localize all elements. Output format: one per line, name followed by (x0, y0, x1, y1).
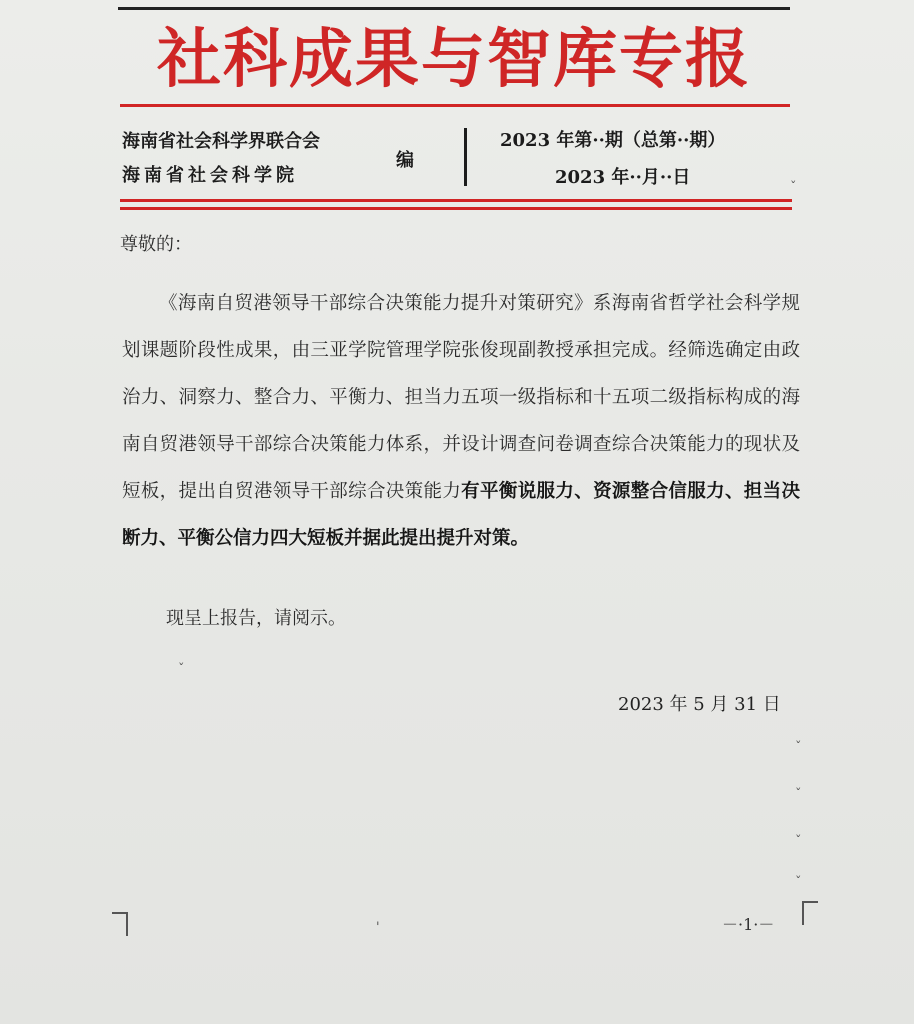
header-red-rule-2 (120, 207, 792, 210)
header-divider (464, 128, 467, 186)
publisher-line-1: 海南省社会科学界联合会 (122, 131, 320, 152)
crop-mark-right (802, 901, 818, 925)
letter-body-text: 《海南自贸港领导干部综合决策能力提升对策研究》系海南省哲学社会科学规划课题阶段性成果，由三亚学院管理学院张俊现副教授承担完成。经筛选确定由政治力、洞察力、整合力、平衡力、担当力五项一级指标和十五项二级指标构成的海南自贸港领导干部综合决策能力体系，并设计调查问卷调查综合决策能力的现状及短板，提出自贸港领导干部综合决策能力 (122, 293, 800, 502)
salutation: 尊敬的： (120, 234, 192, 255)
publisher-line-2: 海南省社会科学院 (122, 165, 298, 186)
header-red-rule-1 (120, 199, 792, 202)
letter-body (122, 280, 800, 562)
masthead-red-rule (120, 104, 790, 107)
paragraph-mark: ˇ (795, 740, 802, 755)
masthead-title: 社科成果与智库专报 (157, 23, 751, 97)
closing-line: 现呈上报告，请阅示。 (166, 608, 346, 629)
edit-label: 编 (396, 150, 414, 171)
paragraph-mark: ˇ (790, 180, 797, 195)
paragraph-mark: ˇ (178, 662, 185, 677)
letter-body-bold: 有平衡说服力、资源整合信服力、担当决断力、平衡公信力四大短板并据此提出提升对策。 (122, 481, 800, 549)
issue-date: 2023 年··月··日 (555, 167, 691, 188)
paragraph-mark: ˇ (795, 787, 802, 802)
top-border-line (118, 7, 790, 10)
paragraph-mark: ' (376, 920, 380, 935)
paragraph-mark: ˇ (795, 834, 802, 849)
page-number: －·1·－ (722, 915, 775, 934)
letter-date: 2023 年 5 月 31 日 (618, 694, 781, 715)
crop-mark-left (112, 912, 128, 936)
paragraph-mark: ˇ (795, 875, 802, 890)
issue-number: 2023 年第··期（总第··期） (500, 130, 726, 151)
